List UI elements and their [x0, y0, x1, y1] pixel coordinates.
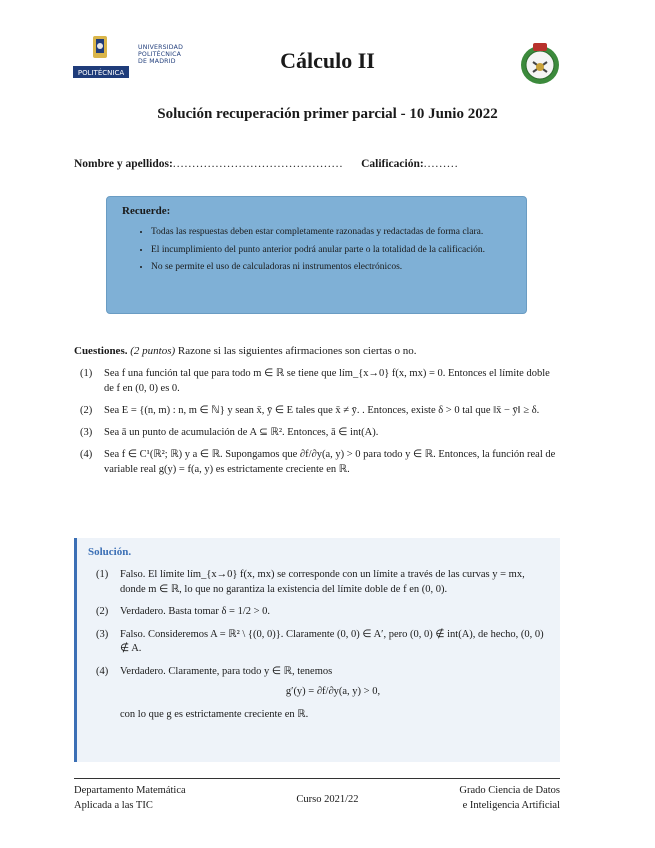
- solution-item: (3) Falso. Consideremos A = ℝ² \ {(0, 0)}. Claramente (0, 0) ∈ A′, pero (0, 0) ∉ int(A), de hecho, (0, 0) ∉ A.: [96, 628, 544, 654]
- footer-rule: [74, 778, 560, 779]
- solution-conclusion: con lo que g es estrictamente creciente en ℝ.: [120, 708, 309, 720]
- page-title: Cálculo II: [280, 48, 375, 73]
- school-seal-icon: [517, 40, 563, 86]
- reminder-item: • No se permite el uso de calculadoras ni instrumentos electrónicos.: [151, 262, 511, 274]
- solution-item: (1) Falso. El límite lím_{x→0} f(x, mx) se corresponde con un límite a través de las curvas y = mx, donde m ∈ ℝ, lo que no garantiza la existencia del límite doble de f en (0, 0).: [96, 569, 525, 595]
- solution-box: [74, 538, 560, 762]
- question-item: (2) Sea E = {(n, m) : n, m ∈ ℕ} y sean x̄, ȳ ∈ E tales que x̄ ≠ ȳ. . Entonces, existe δ > 0 tal que ‖x̄ − ȳ‖ ≥ δ.: [80, 405, 540, 416]
- display-equation: g′(y) = ∂f/∂y(a, y) > 0,: [285, 686, 381, 697]
- questions-list: [80, 366, 560, 484]
- reminder-box: [106, 196, 527, 314]
- solution-list: [96, 568, 546, 730]
- grade-field[interactable]: .........: [423, 158, 459, 170]
- solution-title: Solución.: [88, 546, 132, 558]
- grade-label: Calificación:: [361, 158, 424, 170]
- reminder-title: Recuerde:: [122, 205, 171, 217]
- logo-badge-text: POLITÉCNICA: [77, 69, 125, 77]
- footer-department: Departamento Matemática Aplicada a las TIC: [74, 785, 186, 811]
- name-field[interactable]: ............................................: [172, 158, 344, 170]
- university-name: UNIVERSIDAD POLITÉCNICA DE MADRID: [138, 44, 184, 66]
- solution-item: (2) Verdadero. Basta tomar δ = 1/2 > 0.: [96, 606, 271, 617]
- footer-course: Curso 2021/22: [296, 794, 359, 805]
- questions-heading: Cuestiones. (2 puntos) Razone si las siguientes afirmaciones son ciertas o no.: [74, 345, 417, 357]
- question-item: (1) Sea f una función tal que para todo m ∈ ℝ se tiene que lím_{x→0} f(x, mx) = 0. Entonces el límite doble de f en (0, 0) es 0.: [80, 368, 550, 394]
- footer-degree: Grado Ciencia de Datos e Inteligencia Artificial: [459, 785, 560, 811]
- student-info-row: [74, 158, 560, 170]
- question-item: (3) Sea ā un punto de acumulación de A ⊆ ℝ². Entonces, ā ∈ int(A).: [80, 427, 379, 438]
- exam-subtitle: Solución recuperación primer parcial - 10 Junio 2022: [157, 106, 498, 122]
- question-item: (4) Sea f ∈ C¹(ℝ²; ℝ) y a ∈ ℝ. Supongamos que ∂f/∂y(a, y) > 0 para todo y ∈ ℝ. Entonces, la función real de variable real g(y) = f(a, y) es estrictamente creciente en ℝ.: [80, 449, 556, 475]
- solution-item: (4) Verdadero. Claramente, para todo y ∈ ℝ, tenemos g′(y) = ∂f/∂y(a, y) > 0, con lo que g es estrictamente creciente en ℝ.: [96, 665, 546, 723]
- reminder-item: • Todas las respuestas deben estar completamente razonadas y redactadas de forma clara.: [151, 227, 511, 239]
- reminder-item: • El incumplimiento del punto anterior podrá anular parte o la totalidad de la calificación.: [151, 245, 511, 257]
- name-label: Nombre y apellidos:: [74, 158, 173, 170]
- reminder-list: [137, 227, 511, 280]
- solution-accent-bar: [74, 538, 77, 762]
